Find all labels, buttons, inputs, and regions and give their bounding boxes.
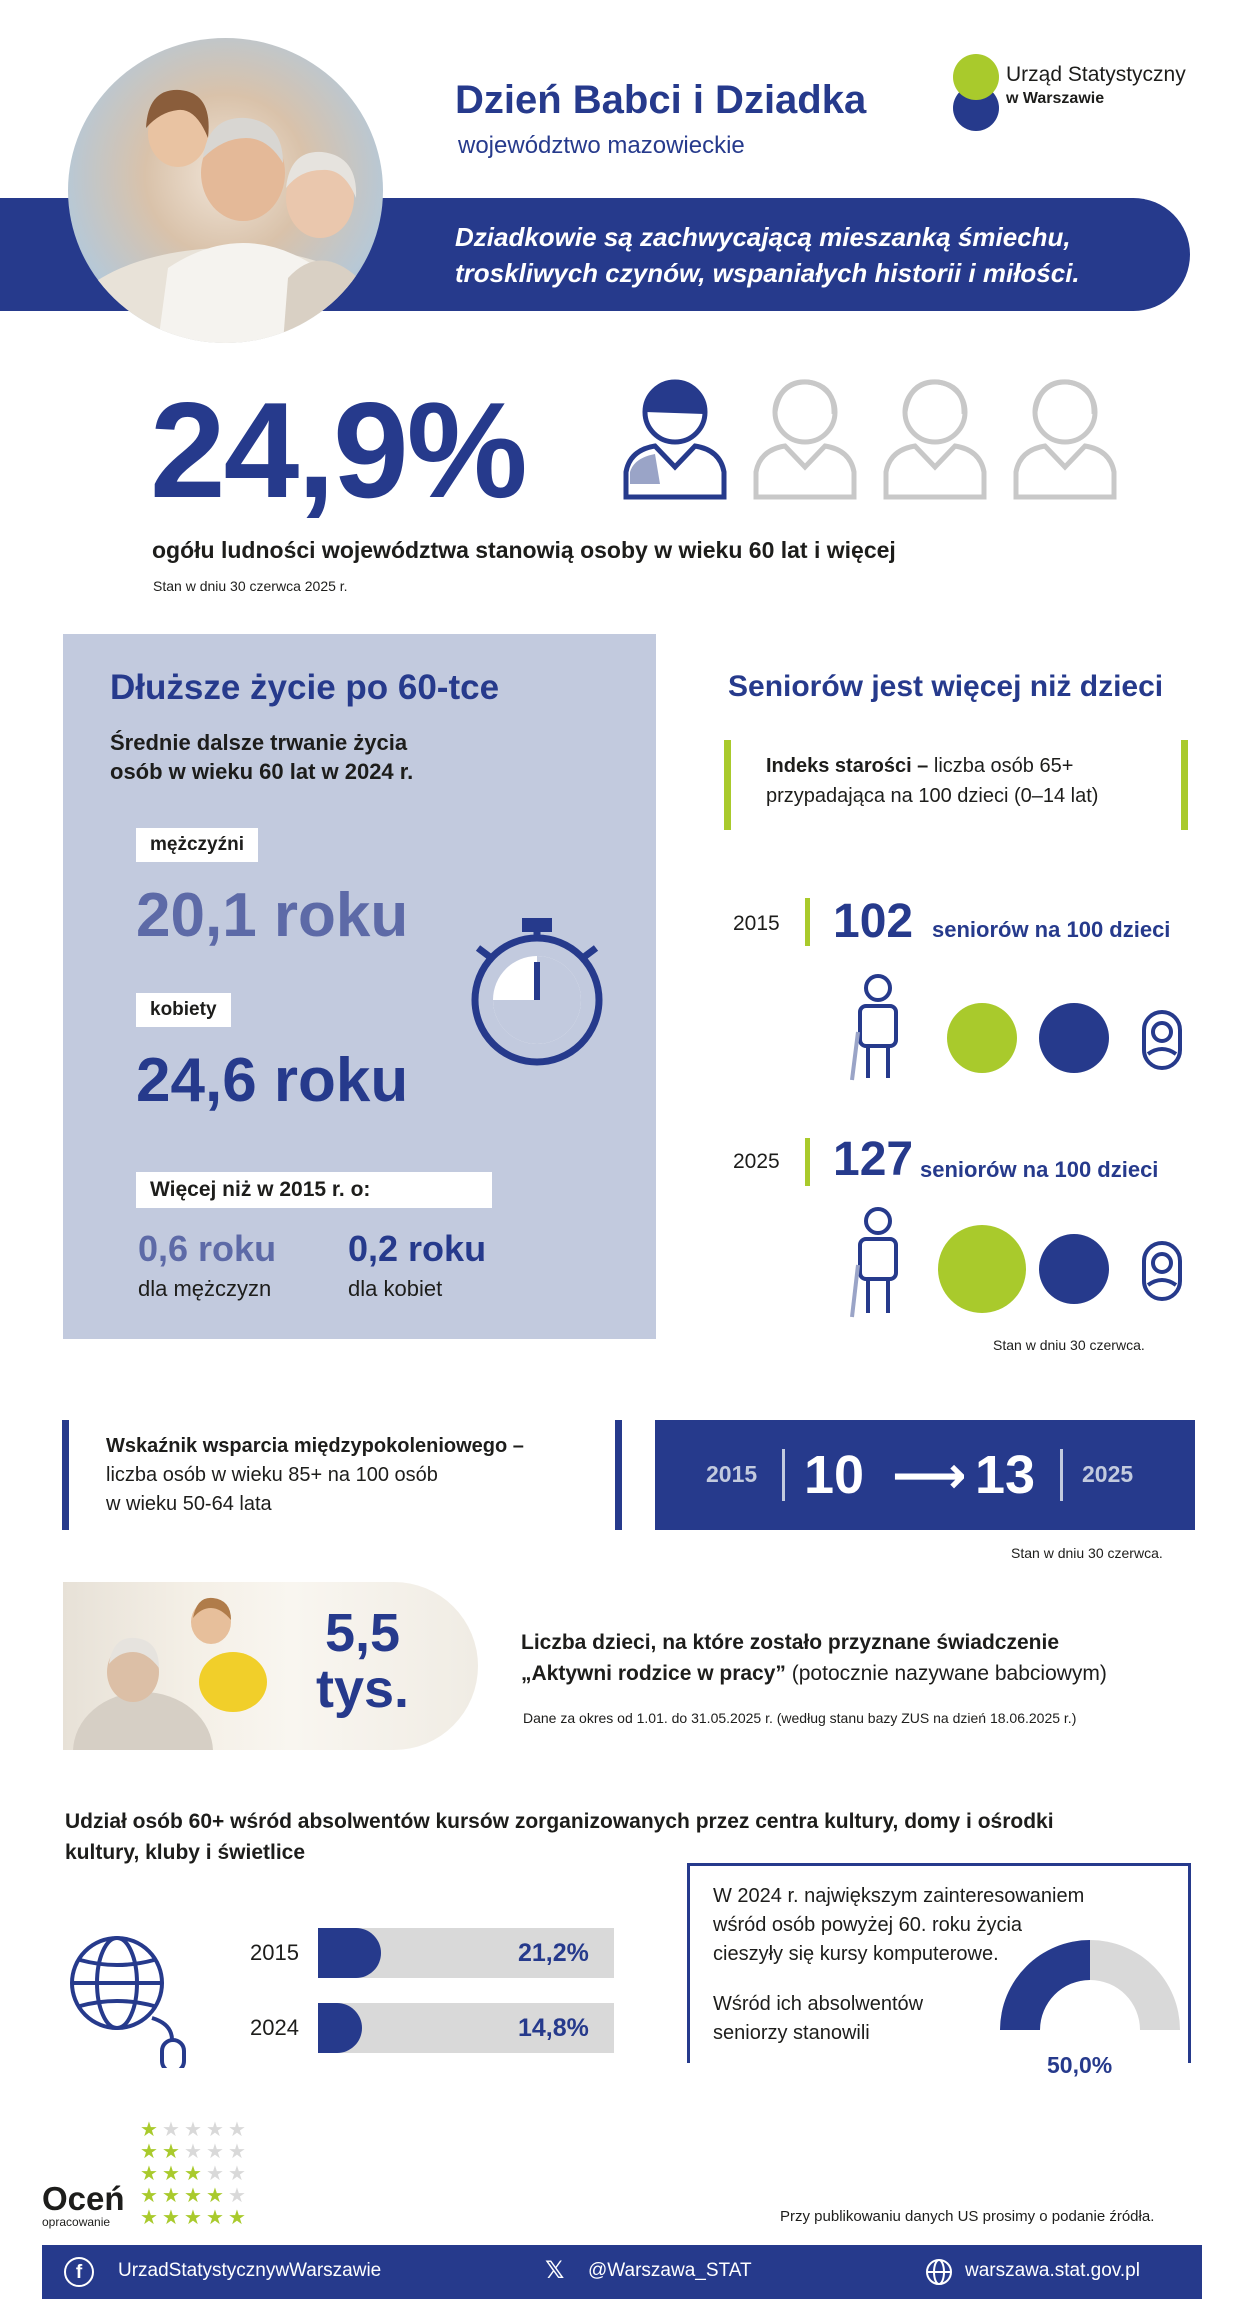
life-desc-line-2: osób w wieku 60 lat w 2024 r. bbox=[110, 759, 414, 784]
star-icon: ★ bbox=[184, 2118, 202, 2141]
seniors-circle bbox=[938, 1225, 1026, 1313]
star-icon: ★ bbox=[140, 2139, 158, 2163]
page-subtitle: województwo mazowieckie bbox=[458, 132, 745, 159]
seniors-share-gauge bbox=[990, 1930, 1190, 2045]
star-icon: ★ bbox=[228, 2205, 246, 2229]
men-value: 20,1 roku bbox=[136, 881, 409, 950]
more-than-2015-label: Więcej niż w 2015 r. o: bbox=[136, 1172, 492, 1208]
benefit-name: „Aktywni rodzice w pracy” bbox=[521, 1662, 786, 1685]
star-icon: ★ bbox=[162, 2139, 180, 2163]
star-icon: ★ bbox=[140, 2161, 158, 2185]
person-icons-svg bbox=[620, 372, 1130, 502]
star-icon: ★ bbox=[184, 2139, 202, 2163]
year-divider bbox=[805, 898, 810, 946]
course-year-2015: 2015 bbox=[250, 1940, 299, 1965]
star-icon: ★ bbox=[140, 2183, 158, 2207]
seniors-note: Stan w dniu 30 czerwca. bbox=[993, 1337, 1145, 1353]
aging-index-2025-value: 127 bbox=[833, 1133, 914, 1186]
logo-icon bbox=[953, 52, 999, 132]
support-label-line-2: liczba osób w wieku 85+ na 100 osób bbox=[106, 1464, 438, 1486]
year-2015-label: 2015 bbox=[733, 912, 780, 935]
people-icons bbox=[620, 372, 1130, 507]
person-icon-outline bbox=[886, 382, 984, 497]
person-icon-outline bbox=[756, 382, 854, 497]
benefit-value-number: 5,5 bbox=[324, 1603, 401, 1663]
support-indicator-text bbox=[106, 1432, 524, 1519]
year-2025-label: 2025 bbox=[733, 1150, 780, 1173]
benefit-line-2-rest: (potocznie nazywane babciowym) bbox=[785, 1662, 1107, 1685]
quote-text bbox=[455, 219, 1080, 291]
aging-index-2015-value: 102 bbox=[833, 895, 914, 948]
benefit-children-value bbox=[316, 1605, 409, 1717]
support-value-to: 13 bbox=[975, 1445, 1036, 1505]
info-line-3: cieszyły się kursy komputerowe. bbox=[713, 1943, 999, 1965]
seniors-circle bbox=[947, 1003, 1017, 1073]
star-icon: ★ bbox=[184, 2205, 202, 2229]
info-line-4: Wśród ich absolwentów bbox=[713, 1993, 924, 2015]
courses-title: Udział osób 60+ wśród absolwentów kursów zorganizowanych przez centra kultury, domy i ośrodki kultury, kluby i świetlice bbox=[65, 1810, 1054, 1864]
rate-label[interactable]: Oceń bbox=[42, 2180, 125, 2217]
aging-index-2015-unit: seniorów na 100 dzieci bbox=[932, 917, 1171, 942]
star-icon: ★ bbox=[228, 2139, 246, 2163]
year-divider bbox=[805, 1138, 810, 1186]
page-title: Dzień Babci i Dziadka bbox=[455, 78, 867, 122]
x-link[interactable]: @Warszawa_STAT bbox=[588, 2260, 752, 2281]
more-women-label: dla kobiet bbox=[348, 1276, 443, 1301]
more-men-label: dla mężczyzn bbox=[138, 1276, 272, 1301]
baby-icon bbox=[1144, 1243, 1180, 1299]
support-year-to: 2025 bbox=[1082, 1461, 1134, 1487]
x-icon[interactable]: 𝕏 bbox=[545, 2257, 565, 2284]
ratio-2025-graphic bbox=[838, 1205, 1228, 1328]
aging-index-rest: liczba osób 65+ bbox=[928, 755, 1074, 777]
benefit-description bbox=[521, 1627, 1107, 1689]
course-year-2024: 2024 bbox=[250, 2015, 299, 2040]
baby-icon bbox=[1144, 1012, 1180, 1068]
course-bar-fill-2024 bbox=[318, 2003, 362, 2053]
grandmother-child-photo bbox=[63, 1582, 478, 1750]
website-link[interactable]: warszawa.stat.gov.pl bbox=[965, 2260, 1140, 2281]
children-circle bbox=[1039, 1003, 1109, 1073]
senior-icon bbox=[852, 976, 896, 1080]
gauge-fill bbox=[1000, 1940, 1090, 2030]
computer-courses-share-text bbox=[713, 1990, 923, 2048]
course-value-2024: 14,8% bbox=[518, 2014, 589, 2042]
women-label: kobiety bbox=[136, 993, 231, 1027]
logo-line-1: Urząd Statystyczny bbox=[1006, 63, 1186, 86]
star-icon: ★ bbox=[228, 2118, 246, 2141]
course-bar-fill-2015 bbox=[318, 1928, 381, 1978]
life-desc-line-1: Średnie dalsze trwanie życia bbox=[110, 730, 408, 755]
more-men-value: 0,6 roku bbox=[138, 1228, 277, 1269]
grandparents-photo bbox=[68, 38, 383, 343]
quote-line-1: Dziadkowie są zachwycającą mieszanką śmiechu, bbox=[455, 222, 1071, 252]
benefit-value-unit: tys. bbox=[316, 1659, 410, 1719]
star-icon: ★ bbox=[162, 2118, 180, 2141]
facebook-icon[interactable]: f bbox=[64, 2257, 94, 2287]
support-label-bold: Wskaźnik wsparcia międzypokoleniowego – bbox=[106, 1435, 524, 1457]
star-icon: ★ bbox=[140, 2118, 158, 2141]
rating-stars[interactable] bbox=[140, 2118, 252, 2235]
facebook-link[interactable]: UrzadStatystycznywWarszawie bbox=[118, 2260, 382, 2281]
support-note: Stan w dniu 30 czerwca. bbox=[1011, 1545, 1163, 1561]
publish-note: Przy publikowaniu danych US prosimy o podanie źródła. bbox=[780, 2208, 1155, 2225]
star-icon: ★ bbox=[162, 2183, 180, 2207]
star-icon: ★ bbox=[184, 2161, 202, 2185]
star-icon: ★ bbox=[140, 2205, 158, 2229]
star-icon: ★ bbox=[206, 2139, 224, 2163]
seniors-title: Seniorów jest więcej niż dzieci bbox=[728, 670, 1164, 703]
women-value: 24,6 roku bbox=[136, 1046, 409, 1115]
aging-index-line-2: przypadająca na 100 dzieci (0–14 lat) bbox=[766, 785, 1099, 807]
more-women-value: 0,2 roku bbox=[348, 1228, 487, 1269]
share-note: Stan w dniu 30 czerwca 2025 r. bbox=[153, 578, 348, 594]
aging-index-2025-unit: seniorów na 100 dzieci bbox=[920, 1157, 1159, 1182]
rate-sublabel: opracowanie bbox=[42, 2215, 111, 2229]
gauge-value: 50,0% bbox=[1047, 2052, 1113, 2078]
arrow-icon: ⟶ bbox=[892, 1447, 967, 1505]
person-icon-filled bbox=[626, 382, 724, 497]
men-label: mężczyźni bbox=[136, 828, 258, 862]
star-icon: ★ bbox=[184, 2183, 202, 2207]
globe-icon[interactable] bbox=[925, 2258, 953, 2291]
support-label-line-3: w wieku 50-64 lata bbox=[106, 1493, 272, 1515]
star-icon: ★ bbox=[206, 2118, 224, 2141]
info-line-1: W 2024 r. największym zainteresowaniem bbox=[713, 1885, 1085, 1907]
aging-index-text bbox=[766, 751, 1098, 811]
benefit-note: Dane za okres od 1.01. do 31.05.2025 r. (według stanu bazy ZUS na dzień 18.06.2025 r.) bbox=[523, 1710, 1077, 1726]
star-icon: ★ bbox=[162, 2205, 180, 2229]
computer-mouse-icon bbox=[62, 1928, 202, 2073]
star-icon: ★ bbox=[206, 2205, 224, 2229]
star-icon: ★ bbox=[206, 2183, 224, 2207]
separator bbox=[1060, 1449, 1063, 1501]
person-icon-outline bbox=[1016, 382, 1114, 497]
support-year-from: 2015 bbox=[706, 1461, 758, 1487]
star-icon: ★ bbox=[206, 2161, 224, 2185]
aging-index-bold: Indeks starości – bbox=[766, 755, 929, 777]
children-circle bbox=[1039, 1234, 1109, 1304]
star-icon: ★ bbox=[228, 2161, 246, 2185]
life-title: Dłuższe życie po 60-tce bbox=[110, 668, 500, 707]
course-value-2015: 21,2% bbox=[518, 1939, 589, 1967]
logo-line-2: w Warszawie bbox=[1006, 90, 1105, 107]
logo-text bbox=[1006, 63, 1186, 111]
senior-icon bbox=[852, 1209, 896, 1317]
star-icon: ★ bbox=[228, 2183, 246, 2207]
life-description bbox=[110, 728, 413, 786]
share-60plus-value: 24,9% bbox=[150, 374, 526, 526]
quote-line-2: troskliwych czynów, wspaniałych historii i miłości. bbox=[455, 258, 1080, 288]
ratio-2015-graphic bbox=[838, 972, 1228, 1089]
support-value-from: 10 bbox=[804, 1445, 865, 1505]
separator bbox=[782, 1449, 785, 1501]
star-icon: ★ bbox=[162, 2161, 180, 2185]
share-description: ogółu ludności województwa stanowią osoby w wieku 60 lat i więcej bbox=[152, 537, 896, 563]
info-line-5: seniorzy stanowili bbox=[713, 2022, 870, 2044]
benefit-line-1: Liczba dzieci, na które zostało przyznane świadczenie bbox=[521, 1631, 1059, 1654]
info-line-2: wśród osób powyżej 60. roku życia bbox=[713, 1914, 1023, 1936]
stopwatch-icon bbox=[462, 908, 612, 1073]
